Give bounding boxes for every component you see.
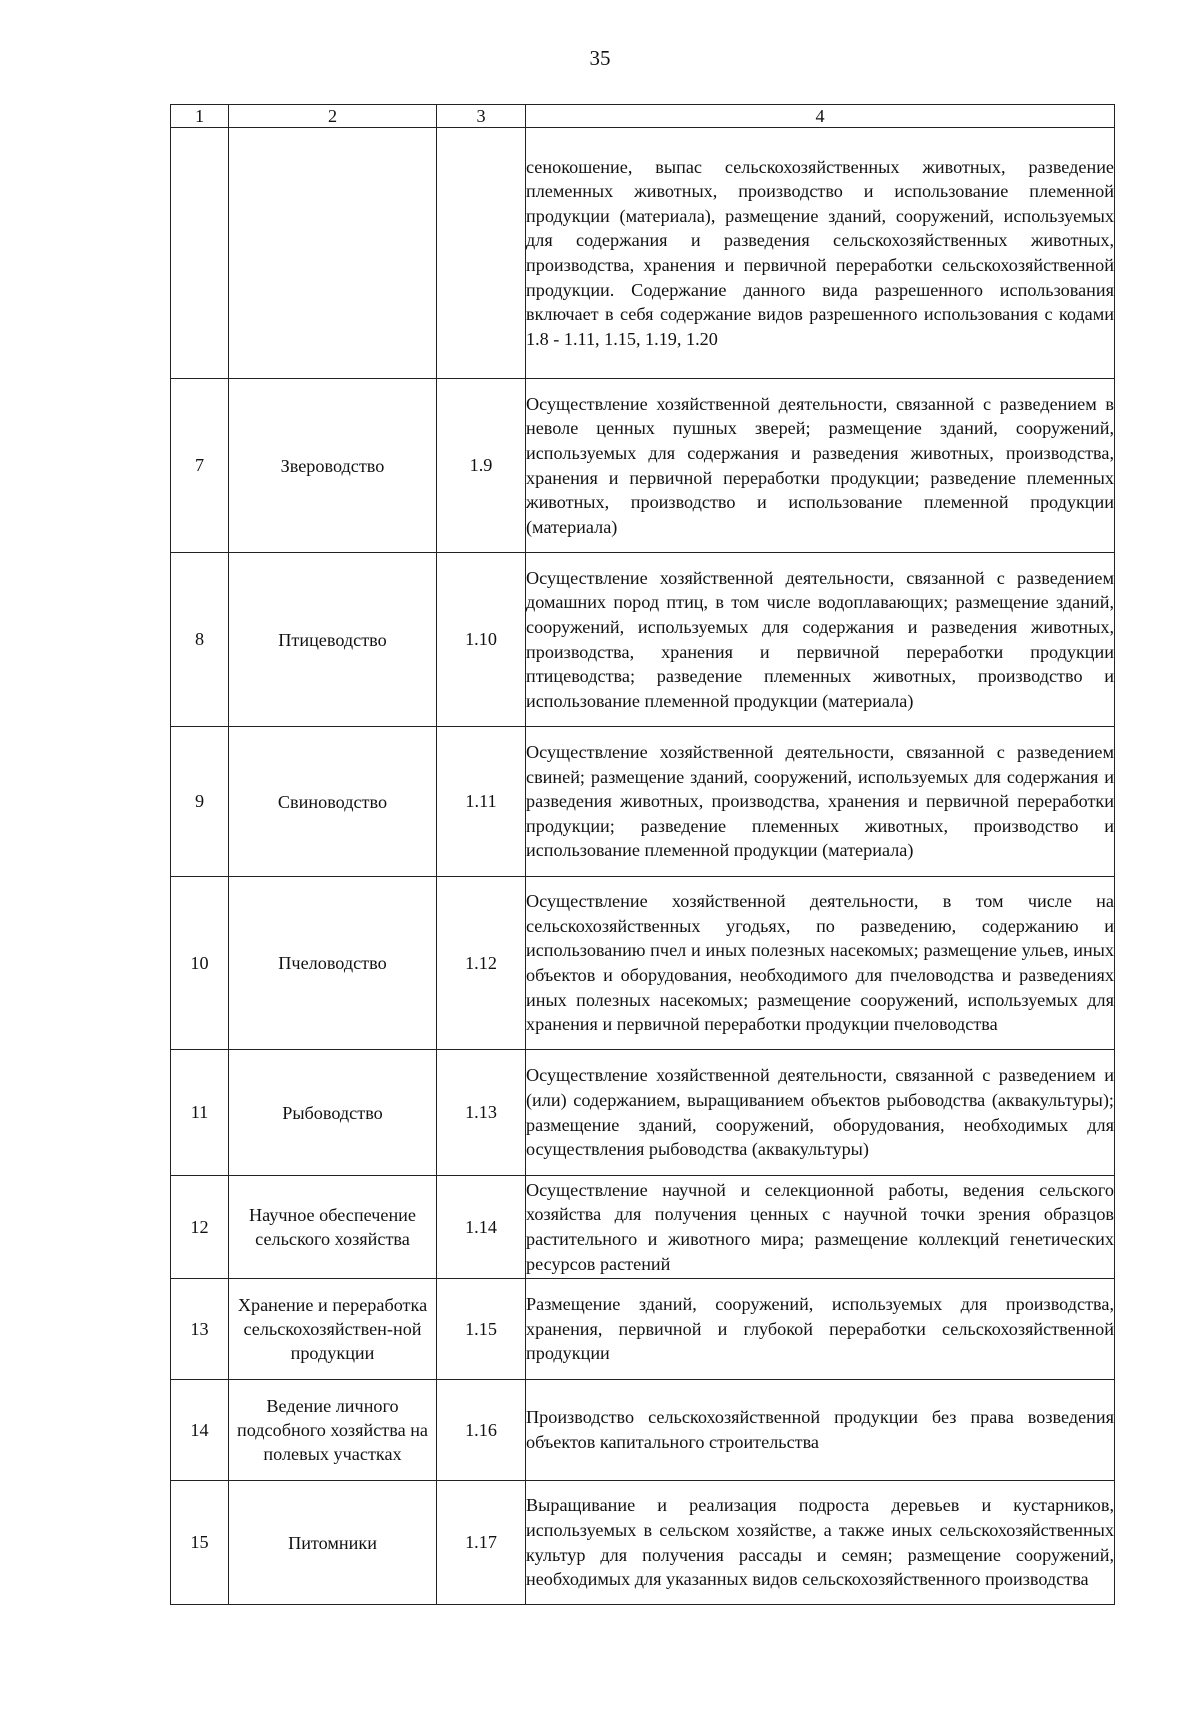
table-row bbox=[171, 553, 1115, 727]
row-number: 12 bbox=[171, 1176, 229, 1279]
use-type-description: Выращивание и реализация подроста деревьев и кустарников, используемых в сельском хозяйстве, а также иных сельскохозяйственных культур для получения рассады и семян; размещение сооружений, необходимых для указанных видов сельскохозяйственного производства bbox=[526, 1481, 1115, 1605]
row-number: 15 bbox=[171, 1481, 229, 1605]
use-type-code: 1.12 bbox=[437, 877, 526, 1050]
page-number: 35 bbox=[589, 46, 611, 70]
table-row bbox=[171, 128, 1115, 379]
use-type-name: Питомники bbox=[229, 1481, 437, 1605]
table-row bbox=[171, 1050, 1115, 1176]
column-header: 1 bbox=[171, 105, 229, 128]
use-type-description: Осуществление хозяйственной деятельности, связанной с разведением в неволе ценных пушных зверей; размещение зданий, сооружений, используемых для содержания и разведения животных, производства, хранения и первичной переработки продукции; разведение племенных животных, производство и использование племенной продукции (материала) bbox=[526, 379, 1115, 553]
use-type-code: 1.17 bbox=[437, 1481, 526, 1605]
row-number: 9 bbox=[171, 727, 229, 877]
table-row bbox=[171, 1176, 1115, 1279]
row-number: 8 bbox=[171, 553, 229, 727]
row-number: 7 bbox=[171, 379, 229, 553]
use-type-description: Осуществление хозяйственной деятельности, связанной с разведением и (или) содержанием, выращиванием объектов рыбоводства (аквакультуры); размещение зданий, сооружений, оборудования, необходимых для осуществления рыбоводства (аквакультуры) bbox=[526, 1050, 1115, 1176]
row-number: 14 bbox=[171, 1380, 229, 1481]
use-type-name: Птицеводство bbox=[229, 553, 437, 727]
use-type-description: сенокошение, выпас сельскохозяйственных животных, разведение племенных животных, производство и использование племенной продукции (материала), размещение зданий, сооружений, используемых для содержания и разведения сельскохозяйственных животных, производства, хранения и первичной переработки сельскохозяйственной продукции. Содержание данного вида разрешенного использования включает в себя содержание видов разрешенного использования с кодами 1.8 - 1.11, 1.15, 1.19, 1.20 bbox=[526, 128, 1115, 379]
use-type-name: Хранение и переработка сельскохозяйствен-ной продукции bbox=[229, 1279, 437, 1380]
use-type-code: 1.13 bbox=[437, 1050, 526, 1176]
use-type-code: 1.9 bbox=[437, 379, 526, 553]
use-type-name bbox=[229, 128, 437, 379]
table-row bbox=[171, 1279, 1115, 1380]
row-number: 11 bbox=[171, 1050, 229, 1176]
column-header: 2 bbox=[229, 105, 437, 128]
use-type-code bbox=[437, 128, 526, 379]
use-type-code: 1.14 bbox=[437, 1176, 526, 1279]
table-header-row bbox=[171, 105, 1115, 128]
use-type-code: 1.11 bbox=[437, 727, 526, 877]
table-row bbox=[171, 379, 1115, 553]
use-type-description: Осуществление хозяйственной деятельности, связанной с разведением домашних пород птиц, в том числе водоплавающих; размещение зданий, сооружений, используемых для содержания и разведения животных, производства, хранения и первичной переработки продукции птицеводства; разведение племенных животных, производство и использование племенной продукции (материала) bbox=[526, 553, 1115, 727]
use-type-name: Свиноводство bbox=[229, 727, 437, 877]
use-type-description: Осуществление хозяйственной деятельности, в том числе на сельскохозяйственных угодьях, по разведению, содержанию и использованию пчел и иных полезных насекомых; размещение ульев, иных объектов и оборудования, необходимого для пчеловодства и разведениях иных полезных насекомых; размещение сооружений, используемых для хранения и первичной переработки продукции пчеловодства bbox=[526, 877, 1115, 1050]
table-row bbox=[171, 1380, 1115, 1481]
use-type-description: Производство сельскохозяйственной продукции без права возведения объектов капитального строительства bbox=[526, 1380, 1115, 1481]
use-type-name: Научное обеспечение сельского хозяйства bbox=[229, 1176, 437, 1279]
row-number: 13 bbox=[171, 1279, 229, 1380]
use-type-name: Рыбоводство bbox=[229, 1050, 437, 1176]
use-type-code: 1.16 bbox=[437, 1380, 526, 1481]
table-row bbox=[171, 1481, 1115, 1605]
row-number bbox=[171, 128, 229, 379]
use-type-description: Осуществление хозяйственной деятельности, связанной с разведением свиней; размещение зданий, сооружений, используемых для содержания и разведения животных, производства, хранения и первичной переработки продукции; разведение племенных животных, производство и использование племенной продукции (материала) bbox=[526, 727, 1115, 877]
land-use-table bbox=[170, 104, 1115, 1605]
use-type-description: Осуществление научной и селекционной работы, ведения сельского хозяйства для получения ценных с научной точки зрения образцов растительного и животного мира; размещение коллекций генетических ресурсов растений bbox=[526, 1176, 1115, 1279]
use-type-code: 1.10 bbox=[437, 553, 526, 727]
use-type-name: Звероводство bbox=[229, 379, 437, 553]
column-header: 4 bbox=[526, 105, 1115, 128]
use-type-name: Пчеловодство bbox=[229, 877, 437, 1050]
table-row bbox=[171, 727, 1115, 877]
use-type-description: Размещение зданий, сооружений, используемых для производства, хранения, первичной и глубокой переработки сельскохозяйственной продукции bbox=[526, 1279, 1115, 1380]
column-header: 3 bbox=[437, 105, 526, 128]
use-type-name: Ведение личного подсобного хозяйства на полевых участках bbox=[229, 1380, 437, 1481]
table-row bbox=[171, 877, 1115, 1050]
row-number: 10 bbox=[171, 877, 229, 1050]
use-type-code: 1.15 bbox=[437, 1279, 526, 1380]
